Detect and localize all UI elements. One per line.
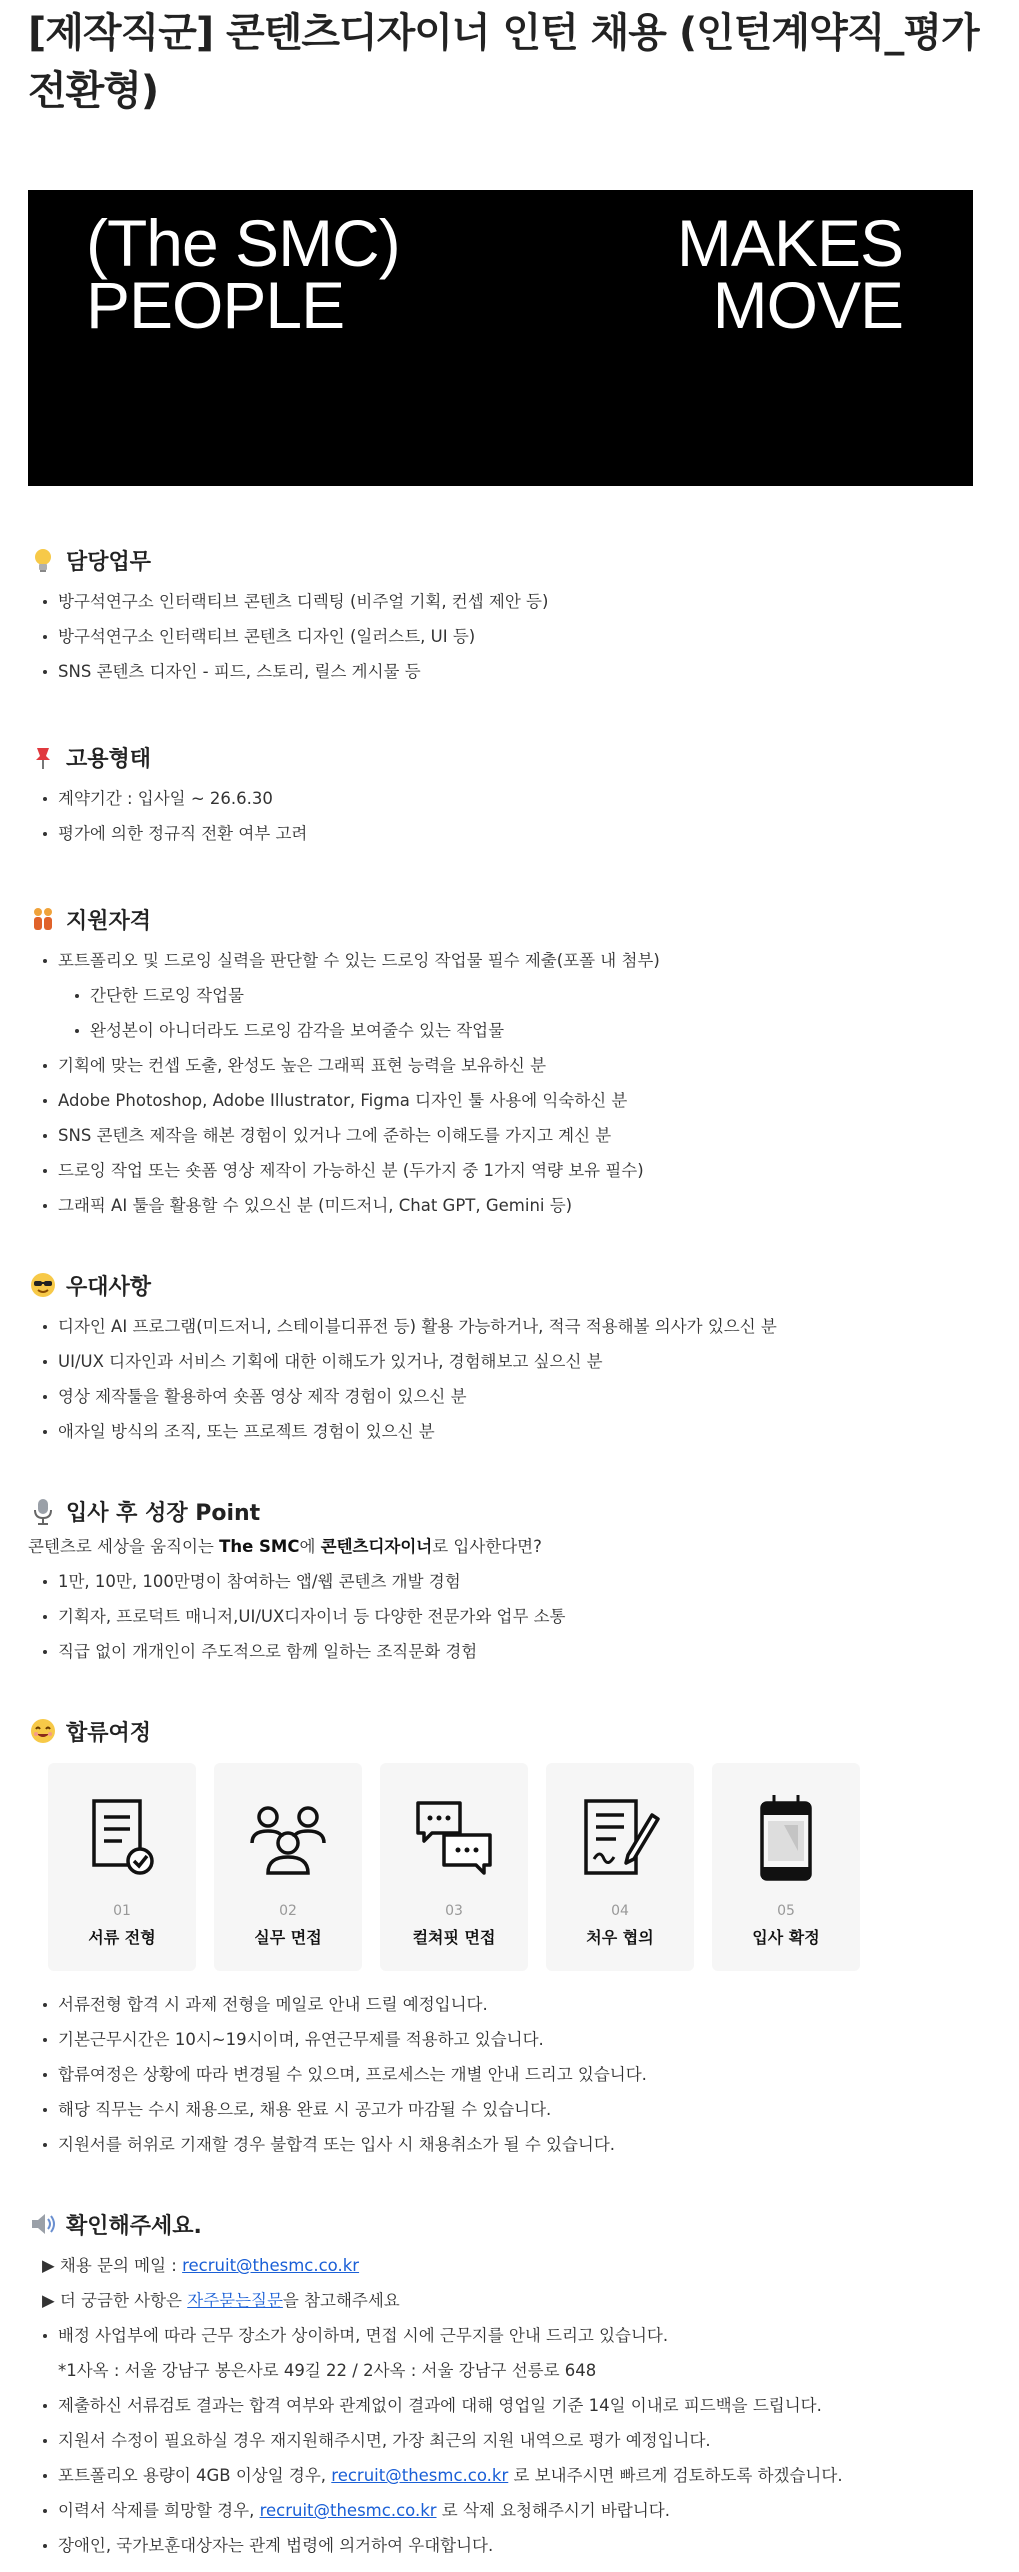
process-notes-list xyxy=(28,1987,991,2162)
list-item: 기본근무시간은 10시~19시이며, 유연근무제를 적용하고 있습니다. xyxy=(28,2022,991,2057)
delete-text: 로 삭제 요청해주시기 바랍니다. xyxy=(436,2501,670,2520)
list-item: 지원서를 허위로 기재할 경우 불합격 또는 입사 시 채용취소가 될 수 있습니다. xyxy=(28,2127,991,2162)
process-step-card xyxy=(380,1763,528,1971)
chat-bubbles-icon xyxy=(414,1795,494,1885)
section-process xyxy=(28,1713,991,2162)
list-item: 애자일 방식의 조직, 또는 프로젝트 경험이 있으신 분 xyxy=(28,1414,991,1449)
list-subitem: 완성본이 아니더라도 드로잉 감각을 보여줄수 있는 작업물 xyxy=(28,1013,991,1048)
list-item: 계약기간 : 입사일 ~ 26.6.30 xyxy=(28,781,991,816)
portfolio-text: 로 보내주시면 빠르게 검토하도록 하겠습니다. xyxy=(508,2466,843,2485)
list-item: 지원서 수정이 필요하실 경우 재지원해주시면, 가장 최근의 지원 내역으로 평가 예정입니다. xyxy=(28,2423,991,2458)
sunglasses-face-icon xyxy=(28,1270,58,1300)
intro-text: 로 입사한다면? xyxy=(432,1537,542,1556)
pushpin-icon xyxy=(28,742,58,772)
process-step-card xyxy=(712,1763,860,1971)
company-name: The SMC xyxy=(219,1537,300,1556)
section-notice xyxy=(28,2206,991,2563)
preferred-list xyxy=(28,1309,991,1449)
section-heading xyxy=(28,542,991,578)
section-heading xyxy=(28,2206,991,2242)
list-item: 직급 없이 개개인이 주도적으로 함께 일하는 조직문화 경험 xyxy=(28,1634,991,1669)
faq-label: 을 참고해주세요 xyxy=(282,2291,400,2310)
step-label: 실무 면접 xyxy=(254,1928,322,1947)
list-item: 1만, 10만, 100만명이 참여하는 앱/웹 콘텐츠 개발 경험 xyxy=(28,1564,991,1599)
step-number: 05 xyxy=(777,1903,795,1919)
step-number: 04 xyxy=(611,1903,629,1919)
section-growth xyxy=(28,1493,991,1669)
list-item: 영상 제작툴을 활용하여 숏폼 영상 제작 경험이 있으신 분 xyxy=(28,1379,991,1414)
process-step-card xyxy=(546,1763,694,1971)
employment-list xyxy=(28,781,991,851)
address-line: *1사옥 : 서울 강남구 봉은사로 49길 22 / 2사옥 : 서울 강남구 선릉로 648 xyxy=(58,2361,597,2380)
lightbulb-icon xyxy=(28,545,58,575)
group-people-icon xyxy=(248,1795,328,1885)
growth-intro xyxy=(28,1529,991,1564)
page-title: [제작직군] 콘텐츠디자이너 인턴 채용 (인턴계약직_평가전환형) xyxy=(28,10,979,114)
people-icon xyxy=(28,904,58,934)
notice-list xyxy=(28,2248,991,2563)
banner-right-text xyxy=(676,206,903,342)
list-item: 장애인, 국가보훈대상자는 관계 법령에 의거하여 우대합니다. xyxy=(28,2528,991,2563)
step-label: 컬쳐핏 면접 xyxy=(412,1928,496,1947)
microphone-icon xyxy=(28,1496,58,1526)
section-title: 입사 후 성장 Point xyxy=(66,1500,261,1526)
banner-line: (The SMC) xyxy=(86,206,400,280)
list-item: 방구석연구소 인터랙티브 콘텐츠 디렉팅 (비주얼 기획, 컨셉 제안 등) xyxy=(28,584,991,619)
list-item: 배정 사업부에 따라 근무 장소가 상이하며, 면접 시에 근무지를 안내 드리고 있습니다. xyxy=(28,2318,991,2353)
portfolio-text: 포트폴리오 용량이 4GB 이상일 경우, xyxy=(58,2466,332,2485)
list-item: SNS 콘텐츠 제작을 해본 경험이 있거나 그에 준하는 이해도를 가지고 계신 분 xyxy=(28,1118,991,1153)
role-name: 콘텐츠디자이너 xyxy=(320,1537,433,1556)
section-duties xyxy=(28,542,991,689)
list-item: 합류여정은 상황에 따라 변경될 수 있으며, 프로세스는 개별 안내 드리고 있습니다. xyxy=(28,2057,991,2092)
mobile-phone-icon xyxy=(746,1795,826,1885)
contact-mail-line xyxy=(28,2248,991,2283)
list-item: 기획에 맞는 컨셉 도출, 완성도 높은 그래픽 표현 능력을 보유하신 분 xyxy=(28,1048,991,1083)
section-title: 지원자격 xyxy=(66,908,152,934)
step-number: 01 xyxy=(113,1903,131,1919)
hero-banner xyxy=(28,190,973,486)
faq-line xyxy=(28,2283,991,2318)
contract-sign-icon xyxy=(580,1795,660,1885)
list-item: 드로잉 작업 또는 숏폼 영상 제작이 가능하신 분 (두가지 중 1가지 역량 보유 필수) xyxy=(28,1153,991,1188)
list-item: 기획자, 프로덕트 매니저,UI/UX디자이너 등 다양한 전문가와 업무 소통 xyxy=(28,1599,991,1634)
list-item xyxy=(28,2458,991,2493)
process-step-card xyxy=(48,1763,196,1971)
section-heading xyxy=(28,739,991,775)
delete-email-link[interactable]: recruit@thesmc.co.kr xyxy=(259,2501,437,2520)
list-item: 방구석연구소 인터랙티브 콘텐츠 디자인 (일러스트, UI 등) xyxy=(28,619,991,654)
recruit-email-link[interactable]: recruit@thesmc.co.kr xyxy=(182,2256,360,2275)
smiling-face-icon xyxy=(28,1716,58,1746)
list-item: 디자인 AI 프로그램(미드저니, 스테이블디퓨전 등) 활용 가능하거나, 적극 적용해볼 의사가 있으신 분 xyxy=(28,1309,991,1344)
banner-line: MAKES xyxy=(676,206,903,280)
list-item xyxy=(28,2493,991,2528)
faq-label: ▶ 더 궁금한 사항은 xyxy=(42,2291,188,2310)
banner-line: MOVE xyxy=(712,268,903,342)
list-item: 해당 직무는 수시 채용으로, 채용 완료 시 공고가 마감될 수 있습니다. xyxy=(28,2092,991,2127)
step-label: 입사 확정 xyxy=(752,1928,820,1947)
section-heading xyxy=(28,1267,991,1303)
growth-list xyxy=(28,1564,991,1669)
list-item: 서류전형 합격 시 과제 전형을 메일로 안내 드릴 예정입니다. xyxy=(28,1987,991,2022)
section-heading xyxy=(28,1493,991,1529)
section-title: 담당업무 xyxy=(66,549,152,575)
document-check-icon xyxy=(82,1795,162,1885)
section-preferred xyxy=(28,1267,991,1449)
section-qualifications xyxy=(28,901,991,1223)
step-number: 02 xyxy=(279,1903,297,1919)
process-step-card xyxy=(214,1763,362,1971)
list-item: UI/UX 디자인과 서비스 기획에 대한 이해도가 있거나, 경험해보고 싶으신 분 xyxy=(28,1344,991,1379)
list-item: 평가에 의한 정규직 전환 여부 고려 xyxy=(28,816,991,851)
section-employment xyxy=(28,739,991,851)
section-title: 합류여정 xyxy=(66,1720,152,1746)
section-heading xyxy=(28,901,991,937)
portfolio-email-link[interactable]: recruit@thesmc.co.kr xyxy=(331,2466,509,2485)
list-item: 그래픽 AI 툴을 활용할 수 있으신 분 (미드저니, Chat GPT, Gemini 등) xyxy=(28,1188,991,1223)
list-item: Adobe Photoshop, Adobe Illustrator, Figma 디자인 툴 사용에 익숙하신 분 xyxy=(28,1083,991,1118)
list-item: SNS 콘텐츠 디자인 - 피드, 스토리, 릴스 게시물 등 xyxy=(28,654,991,689)
faq-link[interactable]: 자주묻는질문 xyxy=(187,2291,283,2310)
banner-line: PEOPLE xyxy=(86,268,345,342)
qualifications-list xyxy=(28,943,991,1223)
intro-text: 에 xyxy=(299,1537,321,1556)
list-item: 제출하신 서류검토 결과는 합격 여부와 관계없이 결과에 대해 영업일 기준 14일 이내로 피드백을 드립니다. xyxy=(28,2388,991,2423)
mail-label: ▶ 채용 문의 메일 : xyxy=(42,2256,183,2275)
duties-list xyxy=(28,584,991,689)
intro-text: 콘텐츠로 세상을 움직이는 xyxy=(28,1537,220,1556)
list-subitem: 간단한 드로잉 작업물 xyxy=(28,978,991,1013)
list-item: 포트폴리오 및 드로잉 실력을 판단할 수 있는 드로잉 작업물 필수 제출(포폴 내 첨부) xyxy=(28,943,991,978)
section-title: 우대사항 xyxy=(66,1274,152,1300)
section-title: 확인해주세요. xyxy=(66,2213,202,2239)
banner-left-text xyxy=(86,206,400,342)
step-number: 03 xyxy=(445,1903,463,1919)
process-steps xyxy=(48,1763,991,1971)
speaker-icon xyxy=(28,2209,58,2239)
delete-text: 이력서 삭제를 희망할 경우, xyxy=(58,2501,260,2520)
section-heading xyxy=(28,1713,991,1749)
section-title: 고용형태 xyxy=(66,746,152,772)
step-label: 서류 전형 xyxy=(88,1928,156,1947)
step-label: 처우 협의 xyxy=(586,1928,654,1947)
